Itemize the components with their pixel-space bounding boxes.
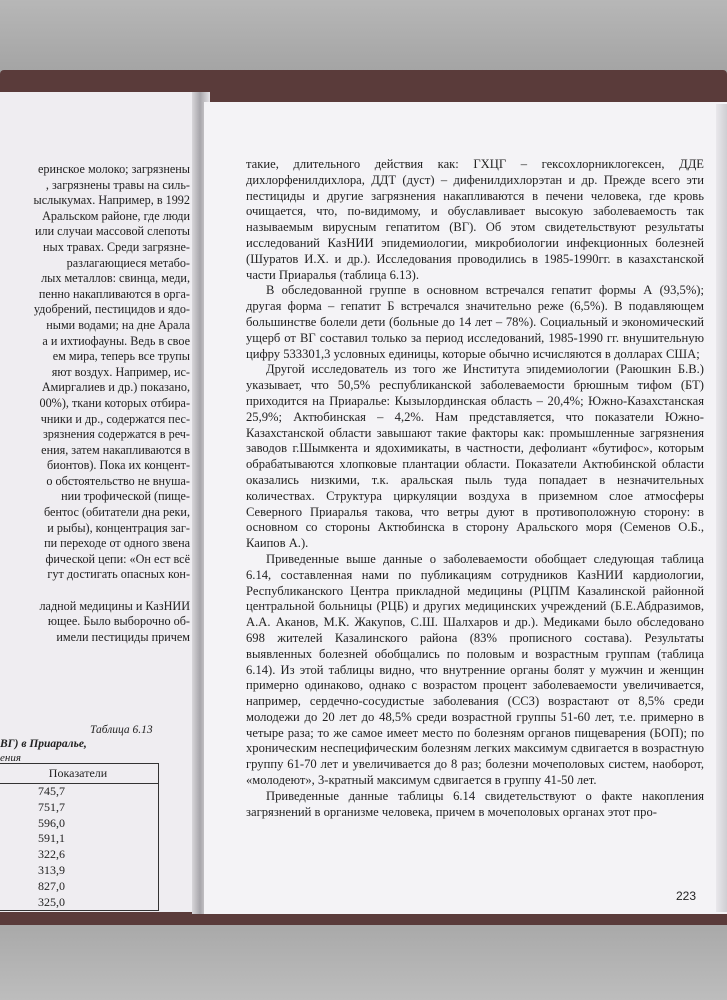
text-line: Аральском районе, где люди: [42, 208, 190, 223]
text-line: ладной медицины и КазНИИ: [39, 598, 190, 613]
left-page-text: [0, 162, 190, 645]
text-line: лых металлов: свинца, меди,: [41, 271, 190, 286]
text-line: 00%), ткани которых отбира-: [39, 395, 190, 410]
paragraph: Приведенные выше данные о заболеваемости обобщает следующая таблица 6.14, составленная нами по публикациям сотрудников КазНИИ кардиологии, Республиканского Центра прикладной медицины (РЦПМ Казалинской районной центральной больницы (РЦБ) и других медицинских учреждений (Б.Е.Абдразимов, А.А. Аканов, М.К. Жакупов, С.Ш. Шалхаров и др.). Медиками было обследовано 698 жителей Казалинского района (83% прописного состава). Результаты выявленных болезней обобщались по половым и возрастным группам (таблица 6.14). Из этой таблицы видно, что внутренние органы болят у мужчин и женщин примерно одинаково, однако с возрастом процент заболеваемости увеличивается, например, сердечно-сосудистые заболевания (ССЗ) возрастают от 8,5% среди молодежи до 20 лет до 48,5% среди возрастной группы 51-60 лет, т.е. примерно в четыре раза; то же самое имеет место по болезням органов пищеварения (БОП); по хроническим неспецифическим болезням легких максимум сдвигается в возрастную группу 61-70 лет и увеличивается до 8 раз; болезни мочеполовых систем, наоборот, «молодеют», 3-кратный максимум сдвигается в группу 41-50 лет.: [246, 551, 704, 788]
text-line: и рыбы), концентрация заг-: [47, 520, 190, 535]
table-caption: Таблица 6.13: [90, 724, 153, 736]
paragraph: Приведенные данные таблицы 6.14 свидетельствуют о факте накопления загрязнений в организме человека, причем в мочеполовых органах этот про-: [246, 788, 704, 819]
text-line: , загрязнены травы на силь-: [45, 177, 190, 192]
text-line: разлагающиеся метабо-: [66, 255, 190, 270]
table-row: 322,6: [38, 847, 65, 862]
text-line: ющее. Было выборочно об-: [47, 614, 190, 629]
text-line: чники и др., содержатся пес-: [40, 411, 190, 426]
text-line: имели пестициды причем: [56, 629, 190, 644]
text-line: бионтов). Пока их концент-: [46, 458, 190, 473]
table-subtitle: ения: [0, 752, 21, 764]
text-line: еринское молоко; загрязнены: [38, 162, 190, 176]
text-line: ем мира, теперь все трупы: [52, 349, 190, 364]
text-line: гут достигать опасных кон-: [47, 567, 190, 582]
text-line: удобрений, пестицидов и ядо-: [33, 302, 190, 317]
text-line: яют воздух. Например, ис-: [51, 364, 190, 379]
table-row: 596,0: [38, 815, 65, 830]
page-edges: [716, 104, 727, 912]
data-table: [0, 763, 159, 911]
text-line: а и ихтиофауны. Ведь в свое: [42, 333, 190, 348]
table-title: ВГ) в Приаралье,: [0, 738, 87, 750]
text-line: пенно накапливаются в орга-: [38, 286, 190, 301]
table-row: 745,7: [38, 784, 65, 798]
text-line: Амиргалиев и др.) показано,: [41, 380, 190, 395]
table-row: 751,7: [38, 799, 65, 814]
paragraph: Другой исследователь из того же Института эпидемиологии (Раюшкин Б.В.) указывает, что 50,5% республиканской заболеваемости брюшным тифом (БТ) приходится на Приаралье: Кызылординская область – 20,4%; Южно-Казахстанская 25,9%; Актюбинская – 4,2%. Нам представляется, что показатели Южно-Казахстанской области завышают такие факторы как: промышленные загрязнения заводов г.Шымкента и ядохимикаты, в частности, дефолиант «бутифос», которым обрабатываются хлопковые плантации области. Показатели Актюбинской области оказались низкими, т.к. аральская пыль туда попадает в незначительных количествах. Структура циркуляции воздуха в приземном слое атмосферы Северного Приаралья такова, что ветры дуют в противоположную сторону: в основном со стороны Актюбинска в сторону Аральского моря (Семенов О.Б., Каипов А.).: [246, 362, 704, 551]
table-header: Показатели: [0, 764, 158, 784]
table-row: 591,1: [38, 831, 65, 846]
paragraph: такие, длительного действия как: ГХЦГ – гексохлорниклогексен, ДДЕ дихлорфенилдихлора, ДДТ (дуст) – дифенилдихлорэтан и др. Прежде всего эти пестициды и другие загрязнения накапливаются в печени человека, где кровь очищается, что, по-видимому, и обуславливает высокую заболеваемость так называемым вирусным гепатитом (ВГ). Об этом свидетельствуют результаты исследований КазНИИ эпидемиологии, микробиологии инфекционных болезней (Шуратов И.Х. и др.). Исследования проводились в 1985-1990гг. в казахстанской части Приаралья (таблица 6.13).: [246, 157, 704, 282]
table-row: 325,0: [38, 894, 65, 909]
text-line: фической цепи: «Он ест всё: [45, 551, 190, 566]
left-page: [0, 92, 196, 912]
text-line: зрязнения содержатся в реч-: [42, 427, 190, 442]
text-line: ными водами; на дне Арала: [46, 317, 190, 332]
text-line: о обстоятельство не внуша-: [46, 473, 190, 488]
table-body: [0, 784, 158, 910]
page-number: 223: [676, 889, 697, 903]
text-line: бентос (обитатели дна реки,: [44, 505, 190, 520]
text-line: пи переходе от одного звена: [44, 536, 190, 551]
table-row: 313,9: [38, 862, 65, 877]
text-line: [0, 583, 190, 599]
text-line: нии трофической (пище-: [61, 489, 190, 504]
text-line: ных травах. Среди загрязне-: [43, 239, 190, 254]
paragraph: В обследованной группе в основном встречался гепатит формы А (93,5%); другая форма – гепатит Б встречался значительно реже (6,5%). В подавляющем большинстве болели дети (больные до 14 лет – 78%). Социальный и экономический ущерб от ВГ составил только за период исследований, 1985-1990 гг. внушительную цифру 533301,3 условных единицы, которые обычно исчисляются в долларах США;: [246, 283, 704, 361]
table-row: 827,0: [38, 878, 65, 893]
text-line: или случаи массовой слепоты: [34, 224, 190, 239]
right-page-text: [246, 157, 704, 820]
text-line: ения, затем накапливаются в: [41, 442, 190, 457]
background-bottom: [0, 925, 727, 1000]
text-line: ыслыкумах. Например, в 1992: [33, 193, 190, 208]
